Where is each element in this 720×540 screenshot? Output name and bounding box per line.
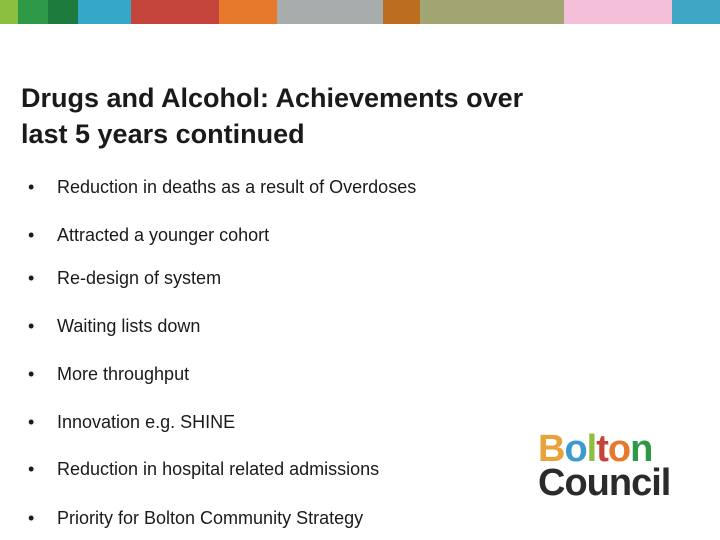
color-bar-segment bbox=[383, 0, 420, 24]
slide-title bbox=[21, 80, 661, 152]
bullet-dot: • bbox=[28, 225, 35, 245]
color-bar-segment bbox=[0, 0, 18, 24]
slide-title-line-2: last 5 years continued bbox=[21, 119, 305, 149]
bullet-item bbox=[28, 410, 508, 434]
color-bar-segment bbox=[131, 0, 219, 24]
bullet-text: Re-design of system bbox=[57, 268, 222, 288]
color-bar-segment bbox=[277, 0, 383, 24]
color-bar-segment bbox=[78, 0, 131, 24]
bullet-dot: • bbox=[28, 316, 35, 336]
header-color-bar bbox=[0, 0, 720, 24]
bullet-text: Priority for Bolton Community Strategy bbox=[57, 508, 364, 528]
logo-letter: o bbox=[607, 428, 631, 470]
bullet-item bbox=[28, 457, 508, 481]
logo-letter: l bbox=[586, 428, 597, 470]
bullet-item bbox=[28, 175, 508, 199]
bolton-council-logo bbox=[538, 430, 688, 502]
bullet-dot: • bbox=[28, 268, 35, 288]
logo-word-council: Council bbox=[538, 462, 671, 504]
logo-letter: B bbox=[538, 428, 565, 470]
bullet-dot: • bbox=[28, 177, 35, 197]
color-bar-segment bbox=[564, 0, 672, 24]
logo-letter: o bbox=[564, 428, 587, 470]
bullet-text: Attracted a younger cohort bbox=[57, 225, 270, 245]
bullet-dot: • bbox=[28, 508, 35, 528]
slide-title-line-1: Drugs and Alcohol: Achievements over bbox=[21, 83, 524, 113]
color-bar-segment bbox=[18, 0, 48, 24]
bullet-item bbox=[28, 223, 508, 247]
bullet-item bbox=[28, 266, 508, 290]
bullet-dot: • bbox=[28, 412, 35, 432]
color-bar-segment bbox=[420, 0, 564, 24]
logo-letter: n bbox=[630, 428, 653, 470]
bullet-text: Reduction in hospital related admissions bbox=[57, 459, 380, 479]
logo-letter: t bbox=[596, 428, 608, 470]
bullet-dot: • bbox=[28, 459, 35, 479]
bullet-item bbox=[28, 506, 508, 530]
color-bar-segment bbox=[48, 0, 78, 24]
bullet-item bbox=[28, 362, 508, 386]
color-bar-segment bbox=[219, 0, 277, 24]
bullet-text: More throughput bbox=[57, 364, 190, 384]
bullet-text: Waiting lists down bbox=[57, 316, 201, 336]
bullet-dot: • bbox=[28, 364, 35, 384]
bullet-text: Reduction in deaths as a result of Overdoses bbox=[57, 177, 417, 197]
bullet-text: Innovation e.g. SHINE bbox=[57, 412, 236, 432]
bullet-item bbox=[28, 314, 508, 338]
color-bar-segment bbox=[672, 0, 720, 24]
